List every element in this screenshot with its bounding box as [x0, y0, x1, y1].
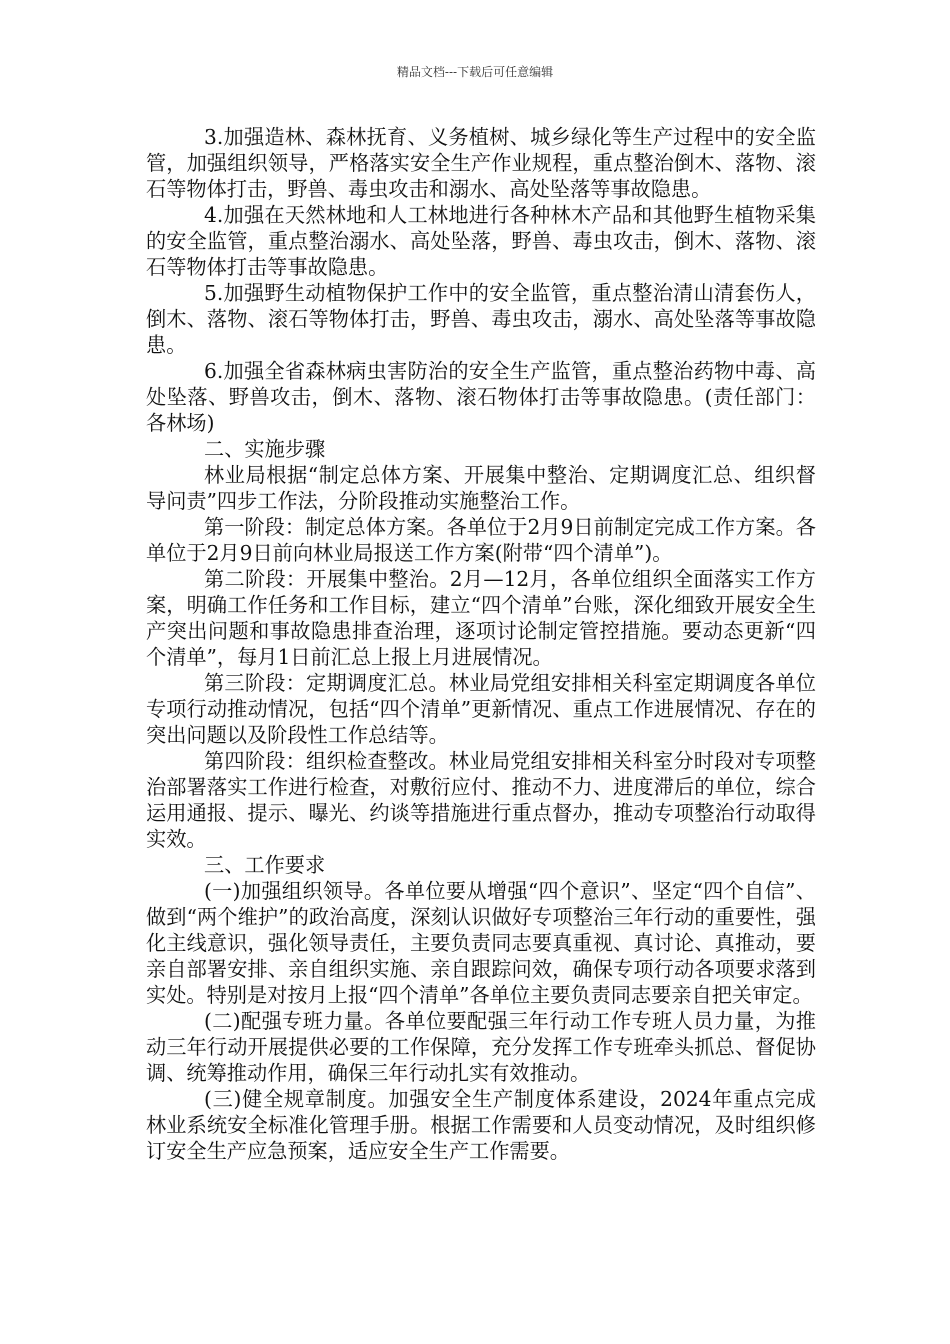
paragraph-requirement-3: (三)健全规章制度。加强安全生产制度体系建设，2024年重点完成林业系统安全标准化管理手册。根据工作需要和人员变动情况，及时组织修订安全生产应急预案，适应安全生产工作需要。 [146, 1087, 816, 1163]
paragraph-item-5: 5.加强野生动植物保护工作中的安全监管，重点整治清山清套伤人，倒木、落物、滚石等物体打击，野兽、毒虫攻击，溺水、高处坠落等事故隐患。 [146, 281, 816, 357]
paragraph-item-4: 4.加强在天然林地和人工林地进行各种林木产品和其他野生植物采集的安全监管，重点整治溺水、高处坠落，野兽、毒虫攻击，倒木、落物、滚石等物体打击等事故隐患。 [146, 203, 816, 279]
paragraph-stage-3: 第三阶段：定期调度汇总。林业局党组安排相关科室定期调度各单位专项行动推动情况，包括“四个清单”更新情况、重点工作进展情况、存在的突出问题以及阶段性工作总结等。 [146, 671, 816, 747]
paragraph-requirement-2: (二)配强专班力量。各单位要配强三年行动工作专班人员力量，为推动三年行动开展提供必要的工作保障，充分发挥工作专班牵头抓总、督促协调、统筹推动作用，确保三年行动扎实有效推动。 [146, 1009, 816, 1085]
section-heading-work-requirements: 三、工作要求 [204, 853, 326, 877]
paragraph-stage-2: 第二阶段：开展集中整治。2月—12月，各单位组织全面落实工作方案，明确工作任务和工作目标，建立“四个清单”台账，深化细致开展安全生产突出问题和事故隐患排查治理，逐项讨论制定管控措施。要动态更新“四个清单”，每月1日前汇总上报上月进展情况。 [146, 567, 816, 669]
paragraph-requirement-1: (一)加强组织领导。各单位要从增强“四个意识”、坚定“四个自信”、做到“两个维护”的政治高度，深刻认识做好专项整治三年行动的重要性，强化主线意识，强化领导责任，主要负责同志要真重视、真讨论、真推动，要亲自部署安排、亲自组织实施、亲自跟踪问效，确保专项行动各项要求落到实处。特别是对按月上报“四个清单”各单位主要负责同志要亲自把关审定。 [146, 879, 816, 1007]
paragraph-item-6: 6.加强全省森林病虫害防治的安全生产监管，重点整治药物中毒、高处坠落、野兽攻击，倒木、落物、滚石物体打击等事故隐患。(责任部门：各林场) [146, 359, 816, 435]
section-heading-implementation-steps: 二、实施步骤 [204, 437, 326, 461]
paragraph-item-3: 3.加强造林、森林抚育、义务植树、城乡绿化等生产过程中的安全监管，加强组织领导，严格落实安全生产作业规程，重点整治倒木、落物、滚石等物体打击，野兽、毒虫攻击和溺水、高处坠落等事故隐患。 [146, 125, 816, 201]
paragraph-four-step-method: 林业局根据“制定总体方案、开展集中整治、定期调度汇总、组织督导问责”四步工作法，分阶段推动实施整治工作。 [146, 463, 816, 513]
page-header: 精品文档---下载后可任意编辑 [396, 65, 554, 79]
document-body [146, 124, 816, 1164]
paragraph-stage-1: 第一阶段：制定总体方案。各单位于2月9日前制定完成工作方案。各单位于2月9日前向林业局报送工作方案(附带“四个清单”)。 [146, 515, 816, 565]
paragraph-stage-4: 第四阶段：组织检查整改。林业局党组安排相关科室分时段对专项整治部署落实工作进行检查，对敷衍应付、推动不力、进度滞后的单位，综合运用通报、提示、曝光、约谈等措施进行重点督办，推动专项整治行动取得实效。 [146, 749, 816, 851]
